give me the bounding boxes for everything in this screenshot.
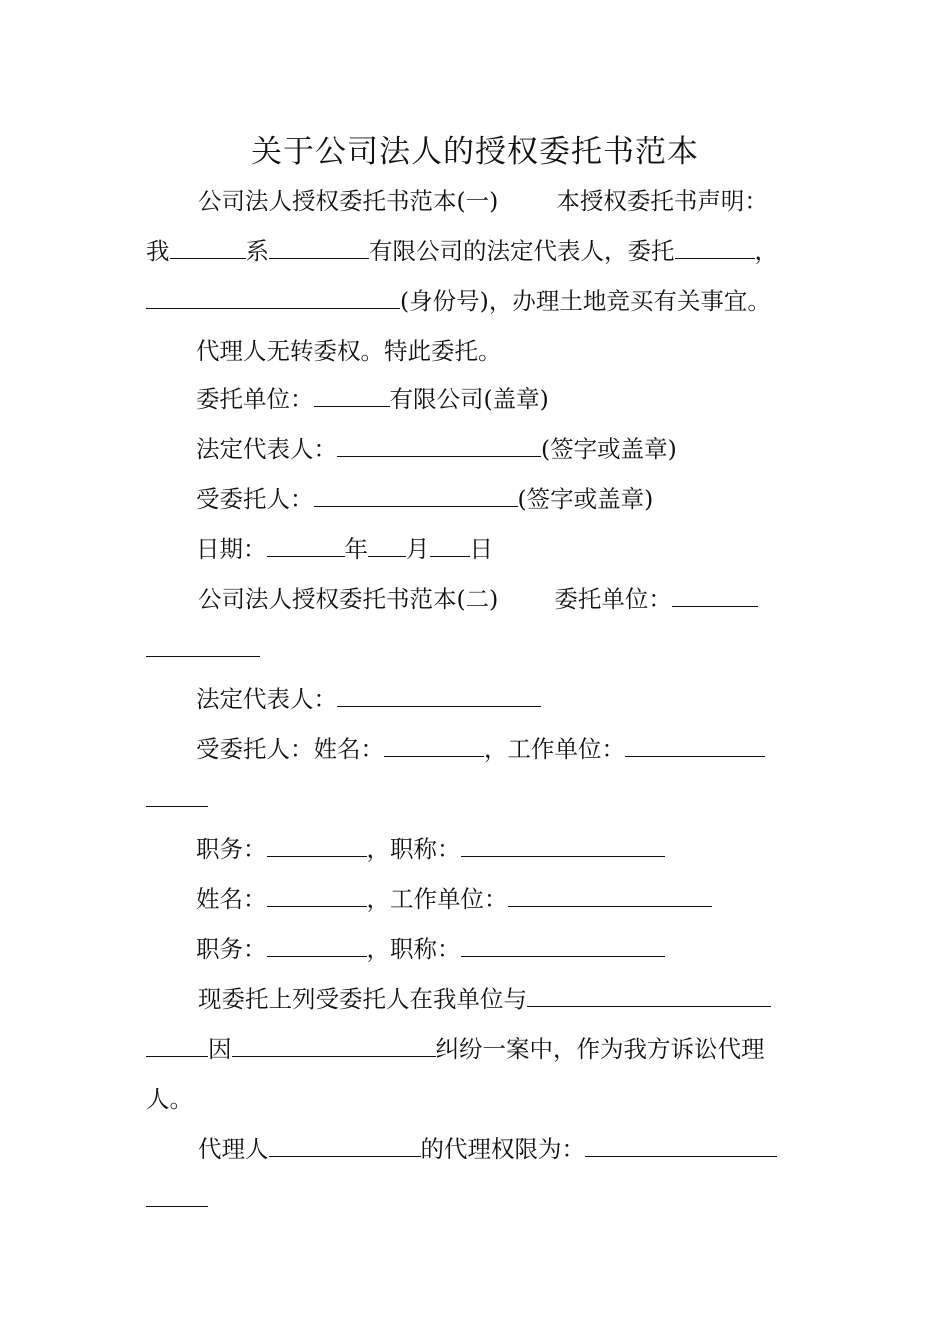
id-tail-text: (身份号)，办理土地竞买有关事宜。 (400, 287, 771, 315)
unit-blank (314, 386, 390, 407)
work-unit-continue-line (146, 784, 208, 814)
month-text: 月 (406, 535, 430, 563)
id-line (146, 286, 771, 316)
document-title: 关于公司法人的授权委托书范本 (251, 134, 699, 170)
work-unit-blank (625, 736, 765, 757)
date-line (196, 534, 493, 564)
declaration-lead: 本授权委托书声明： (556, 187, 768, 215)
para2-heading: 公司法人授权委托书范本(二) (198, 585, 499, 613)
position-blank-2 (267, 936, 367, 957)
agent-scope-text: 的代理权限为： (420, 1135, 585, 1163)
agent-name-blank (675, 238, 755, 259)
position-label: 职务： (196, 835, 267, 863)
position-line-1 (196, 834, 665, 864)
legal-rep-label: 法定代表人： (196, 435, 337, 463)
title-label-2: ，职称： (366, 935, 461, 963)
case-reason-line (146, 1034, 765, 1064)
trustee-label: 受委托人： (196, 485, 314, 513)
company-name-blank (269, 238, 369, 259)
text-wo: 我 (146, 237, 170, 265)
work-unit-blank-2 (508, 886, 712, 907)
case-lead-text: 现委托上列受委托人在我单位与 (198, 985, 527, 1013)
work-unit-label: ，工作单位： (484, 735, 625, 763)
case-line (198, 984, 771, 1014)
case-reason-blank (232, 1036, 436, 1057)
day-blank (430, 536, 470, 557)
title-blank (461, 836, 665, 857)
para2-unit-blank-continued (146, 636, 260, 657)
position-line-2 (196, 934, 665, 964)
company-suffix-text: 有限公司的法定代表人，委托 (369, 237, 675, 265)
para2-unit-continue-line (146, 634, 260, 664)
legal-rep-line-2 (196, 684, 541, 714)
day-text: 日 (469, 535, 493, 563)
title-blank-2 (461, 936, 665, 957)
year-text: 年 (344, 535, 368, 563)
para2-heading-line (198, 584, 758, 614)
trustee-name-line (196, 734, 765, 764)
sign-or-seal-text: (签字或盖章) (517, 485, 654, 513)
trustee-name-label: 受委托人：姓名： (196, 735, 384, 763)
case-end-line: 人。 (146, 1085, 193, 1113)
month-blank (368, 536, 406, 557)
work-unit-label-2: ，工作单位： (366, 885, 508, 913)
para1-heading: 公司法人授权委托书范本(一) (198, 187, 499, 215)
principal-name-blank (170, 238, 246, 259)
text-xi: 系 (245, 237, 269, 265)
year-blank (267, 536, 345, 557)
unit-suffix: 有限公司(盖章) (389, 385, 549, 413)
legal-rep-blank-2 (337, 686, 541, 707)
id-number-blank (146, 288, 400, 309)
agent-scope-line (198, 1134, 777, 1164)
work-unit-blank-continued (146, 786, 208, 807)
title-label: ，职称： (366, 835, 461, 863)
agent-lead-text: 代理人 (198, 1135, 269, 1163)
agent-scope-blank (585, 1136, 777, 1157)
comma-text: ， (754, 237, 778, 265)
unit-line (196, 384, 549, 414)
name-blank-2 (267, 886, 367, 907)
unit-label: 委托单位： (196, 385, 314, 413)
legal-rep-line (196, 434, 677, 464)
agent-scope-continue-line (146, 1184, 208, 1214)
para2-unit-blank (672, 586, 758, 607)
sign-or-seal-text: (签字或盖章) (541, 435, 677, 463)
para1-heading-line (198, 186, 768, 216)
opposing-party-blank-continued (146, 1036, 208, 1057)
name-line-2 (196, 884, 712, 914)
no-transfer-line: 代理人无转委权。特此委托。 (196, 337, 502, 365)
case-tail-text: 纠纷一案中，作为我方诉讼代理 (435, 1035, 765, 1063)
trustee-line (196, 484, 653, 514)
principal-line (146, 236, 778, 266)
para2-unit-label: 委托单位： (554, 585, 672, 613)
position-label-2: 职务： (196, 935, 267, 963)
legal-rep-blank (337, 436, 541, 457)
agent-scope-blank-continued (146, 1186, 208, 1207)
trustee-name-blank (384, 736, 484, 757)
name-label: 姓名： (196, 885, 267, 913)
date-label: 日期： (196, 535, 267, 563)
trustee-blank (314, 486, 518, 507)
opposing-party-blank (527, 986, 771, 1007)
position-blank (267, 836, 367, 857)
agent-name-blank-2 (269, 1136, 421, 1157)
case-because-text: 因 (208, 1035, 232, 1063)
legal-rep-label-2: 法定代表人： (196, 685, 337, 713)
